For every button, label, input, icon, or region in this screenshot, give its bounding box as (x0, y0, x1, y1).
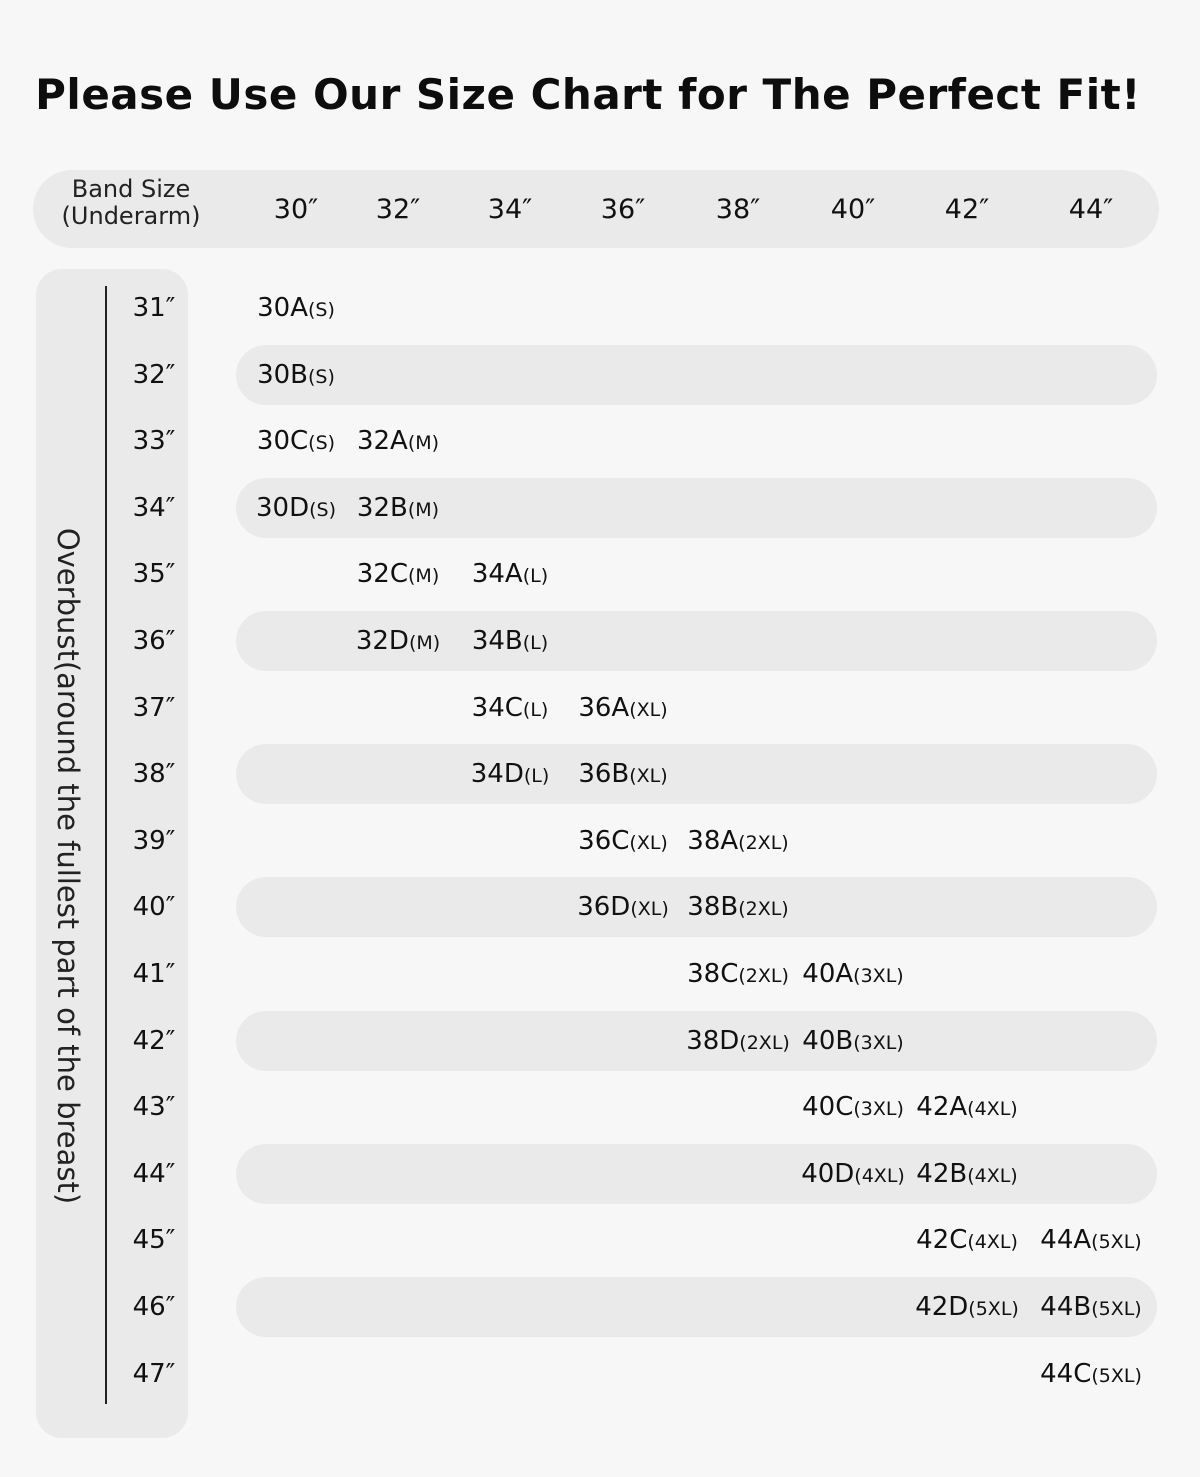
bra-size-cell (788, 1156, 918, 1194)
bra-size-code: 40A (802, 959, 854, 989)
bra-size-code: 38C (687, 959, 739, 989)
letter-size: (3XL) (853, 965, 904, 987)
bra-size-code: 30B (257, 359, 309, 390)
letter-size: (4XL) (854, 1164, 905, 1187)
bra-size-code: 42A (916, 1092, 968, 1123)
bra-size-code: 32D (355, 626, 409, 656)
letter-size: (2XL) (738, 831, 789, 854)
bra-size-cell (558, 823, 688, 861)
bra-size-code: 30C (256, 426, 309, 457)
letter-size: (2XL) (738, 965, 789, 987)
bra-size-cell (902, 1156, 1032, 1194)
bra-size-cell (902, 1222, 1032, 1260)
letter-size: (L) (523, 765, 550, 788)
bra-size-cell (333, 556, 463, 594)
bra-size-cell (333, 623, 463, 661)
bra-size-cell (1026, 1222, 1156, 1260)
bra-size-code: 36D (577, 892, 631, 923)
overbust-row-label: 39″ (132, 825, 176, 856)
letter-size: (4XL) (967, 1164, 1018, 1187)
letter-size: (5XL) (1091, 1298, 1142, 1320)
bra-size-cell (1026, 1356, 1156, 1394)
band-size-column-header: 44″ (1068, 194, 1114, 225)
letter-size: (L) (522, 565, 549, 588)
band-size-label-line1: Band Size (71, 175, 191, 203)
letter-size: (S) (309, 498, 336, 521)
bra-size-cell (673, 1023, 803, 1061)
bra-size-cell (333, 490, 463, 528)
bra-size-cell (558, 756, 688, 794)
letter-size: (XL) (629, 765, 668, 788)
letter-size: (5XL) (1091, 1231, 1142, 1254)
overbust-row-label: 46″ (132, 1292, 176, 1322)
overbust-row-label: 45″ (132, 1225, 176, 1256)
overbust-row-label: 31″ (132, 293, 176, 323)
row-highlight-band (236, 744, 1157, 804)
bra-size-cell (445, 756, 575, 794)
band-size-column-header: 36″ (600, 194, 646, 225)
band-size-column-header: 30″ (273, 194, 319, 225)
bra-size-cell (445, 690, 575, 728)
bra-size-code: 32C (356, 559, 409, 590)
letter-size: (5XL) (968, 1298, 1019, 1320)
band-size-column-header: 32″ (375, 194, 421, 225)
bra-size-code: 36C (578, 825, 630, 856)
bra-size-cell (1026, 1289, 1156, 1327)
bra-size-cell (231, 357, 361, 395)
bra-size-cell (673, 956, 803, 994)
overbust-row-label: 38″ (132, 759, 176, 790)
band-size-column-header: 34″ (487, 194, 533, 225)
bra-size-code: 30D (256, 492, 310, 523)
bra-size-code: 36A (578, 692, 630, 723)
bra-size-code: 40C (802, 1092, 854, 1123)
letter-size: (S) (307, 299, 335, 321)
bra-size-cell (673, 823, 803, 861)
letter-size: (2XL) (738, 898, 789, 921)
bra-size-cell (558, 889, 688, 927)
overbust-row-label: 37″ (132, 692, 176, 723)
size-chart-title: Please Use Our Size Chart for The Perfect Fit! (35, 70, 1141, 119)
bra-size-code: 44A (1040, 1225, 1092, 1256)
letter-size: (5XL) (1091, 1364, 1142, 1387)
band-size-column-header: 38″ (715, 194, 761, 225)
bra-size-code: 42D (915, 1292, 969, 1322)
letter-size: (M) (407, 498, 440, 521)
bra-size-cell (445, 556, 575, 594)
bra-size-code: 38B (687, 892, 739, 923)
bra-size-code: 32A (356, 426, 408, 457)
letter-size: (L) (522, 698, 549, 721)
letter-size: (S) (308, 365, 335, 388)
bra-size-code: 42B (916, 1158, 968, 1189)
bra-size-code: 38D (686, 1025, 740, 1056)
bra-size-cell (558, 690, 688, 728)
bra-size-cell (333, 423, 463, 461)
letter-size: (2XL) (739, 1031, 790, 1054)
bra-size-code: 30A (257, 293, 308, 323)
overbust-row-label: 44″ (132, 1158, 176, 1189)
letter-size: (S) (308, 432, 336, 455)
overbust-row-label: 35″ (132, 559, 176, 590)
overbust-row-label: 34″ (132, 492, 176, 523)
overbust-row-label: 32″ (132, 359, 176, 390)
overbust-row-label: 36″ (132, 626, 176, 656)
bra-size-cell (902, 1289, 1032, 1327)
overbust-divider-line (105, 286, 107, 1404)
letter-size: (M) (408, 565, 440, 588)
bra-size-code: 34C (471, 692, 523, 723)
letter-size: (M) (408, 632, 441, 654)
bra-size-code: 40D (801, 1158, 855, 1189)
bra-size-cell (788, 1023, 918, 1061)
bra-size-cell (231, 290, 361, 328)
bra-size-code: 42C (916, 1225, 968, 1256)
bra-size-code: 32B (356, 492, 408, 523)
letter-size: (3XL) (853, 1098, 904, 1121)
band-size-column-header: 42″ (944, 194, 990, 225)
letter-size: (XL) (629, 698, 668, 721)
row-highlight-band (236, 345, 1157, 405)
bra-size-cell (673, 889, 803, 927)
overbust-row-label: 47″ (132, 1358, 176, 1389)
bra-size-cell (788, 1089, 918, 1127)
bra-size-cell (445, 623, 575, 661)
letter-size: (XL) (629, 831, 668, 854)
overbust-row-label: 43″ (132, 1092, 176, 1123)
bra-size-code: 38A (687, 825, 739, 856)
bra-size-code: 34A (471, 559, 523, 590)
bra-size-code: 40B (802, 1025, 854, 1056)
overbust-row-label: 41″ (132, 959, 176, 989)
letter-size: (4XL) (967, 1098, 1018, 1121)
letter-size: (4XL) (967, 1231, 1018, 1254)
bra-size-code: 34D (470, 759, 524, 790)
overbust-row-label: 33″ (132, 426, 176, 457)
bra-size-code: 44B (1040, 1292, 1092, 1322)
overbust-row-label: 42″ (132, 1025, 176, 1056)
bra-size-cell (788, 956, 918, 994)
overbust-row-label: 40″ (132, 892, 176, 923)
letter-size: (M) (407, 432, 440, 455)
band-size-label-line2: (Underarm) (61, 202, 201, 230)
bra-size-code: 36B (578, 759, 630, 790)
letter-size: (XL) (630, 898, 669, 921)
overbust-label: Overbust(around the fullest part of the breast) (51, 527, 85, 1205)
band-size-label (40, 176, 222, 230)
letter-size: (L) (522, 632, 549, 654)
bra-size-code: 44C (1040, 1358, 1092, 1389)
bra-size-cell (902, 1089, 1032, 1127)
bra-size-code: 34B (471, 626, 523, 656)
band-size-column-header: 40″ (830, 194, 876, 225)
letter-size: (3XL) (853, 1031, 904, 1054)
